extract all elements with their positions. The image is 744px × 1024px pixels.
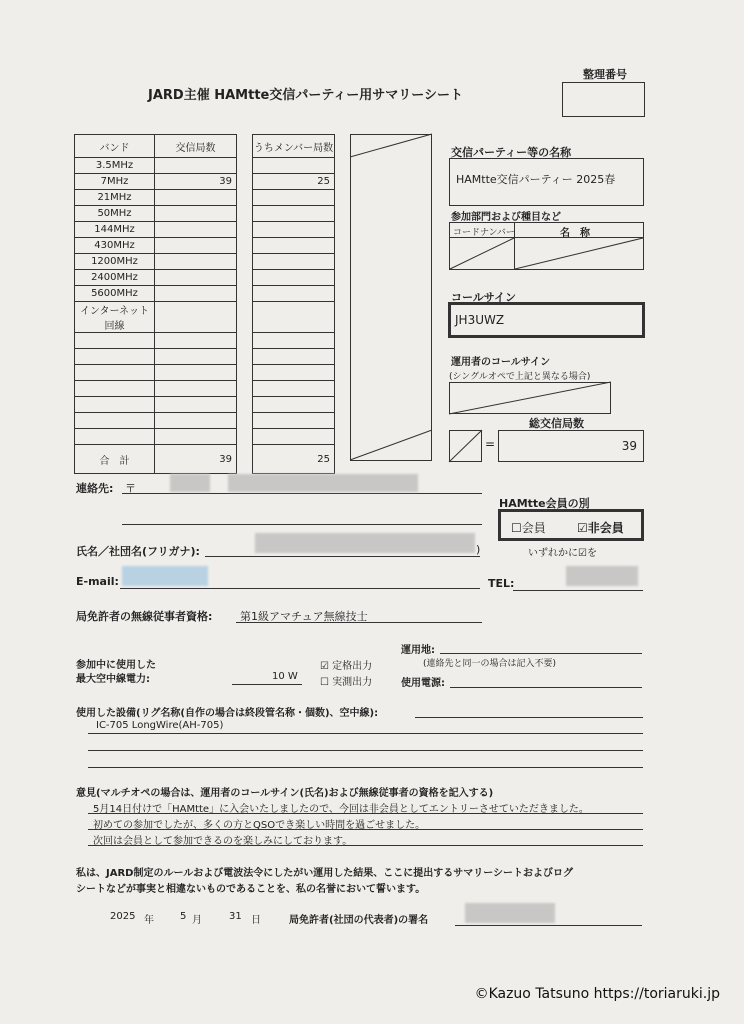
- total-small-diagonal: [449, 430, 482, 462]
- band-row: [75, 397, 335, 413]
- band-name-cell: [75, 365, 155, 381]
- category-name-label: 名 称: [560, 228, 590, 239]
- opinion-line-2: 初めての参加でしたが、多くの方とQSOでき楽しい時間を過ごせました。: [93, 820, 426, 831]
- band-name-cell: [75, 381, 155, 397]
- band-name-cell: 50MHz: [75, 206, 155, 222]
- tel-label: TEL:: [488, 577, 515, 590]
- member-box: [498, 509, 644, 541]
- contacts-cell: [155, 333, 237, 349]
- party-name-value: HAMtte交信パーティー 2025春: [456, 173, 616, 186]
- redacted-email: [122, 566, 208, 586]
- members-cell: [253, 333, 335, 349]
- signature-line: [455, 925, 642, 926]
- equipment-label: 使用した設備(リグ名称(自作の場合は終段管名称・個数)、空中線):: [76, 708, 379, 719]
- contacts-cell: [155, 286, 237, 302]
- band-row: [75, 238, 335, 254]
- band-row: [75, 254, 335, 270]
- band-name-cell: 1200MHz: [75, 254, 155, 270]
- address-line-2: [122, 524, 482, 525]
- band-name-cell: [75, 397, 155, 413]
- members-cell: [253, 158, 335, 174]
- members-cell: [253, 413, 335, 429]
- band-name-cell: 430MHz: [75, 238, 155, 254]
- header-band: バンド: [75, 135, 155, 158]
- redacted-signature: [465, 903, 555, 923]
- band-row: [75, 333, 335, 349]
- gap-cell: [237, 158, 253, 174]
- equipment-line-3: [88, 767, 643, 768]
- equipment-line-0: [415, 717, 643, 718]
- operator-diagonal: [449, 382, 611, 414]
- band-row: [75, 190, 335, 206]
- band-row: [75, 158, 335, 174]
- name-close: ): [476, 543, 481, 556]
- power-label-1: 参加中に使用した: [76, 660, 156, 671]
- form-title: JARD主催 HAMtte交信パーティー用サマリーシート: [148, 88, 464, 103]
- contacts-cell: [155, 254, 237, 270]
- email-label: E-mail:: [76, 575, 119, 588]
- members-cell: [253, 349, 335, 365]
- band-row: [75, 270, 335, 286]
- members-cell: [253, 206, 335, 222]
- band-name-cell: [75, 349, 155, 365]
- band-row: [75, 349, 335, 365]
- gap-cell: [237, 254, 253, 270]
- postal-mark: 〒: [125, 482, 136, 495]
- opinion-line-1: 5月14日付けで「HAMtte」に入会いたしましたので、今回は非会員としてエントリーさせていただきました。: [93, 804, 589, 815]
- contacts-cell: [155, 365, 237, 381]
- contacts-cell: [155, 349, 237, 365]
- operator-label: 運用者のコールサイン: [451, 357, 551, 368]
- redacted-address-2: [228, 474, 418, 492]
- power-value: 10 W: [272, 671, 298, 682]
- option-member: ☐会員: [511, 521, 546, 535]
- total-box: [498, 430, 644, 462]
- blank-column: [350, 134, 432, 461]
- opinion-label: 意見(マルチオペの場合は、運用者のコールサイン(氏名)および無線従事者の資格を記入する): [76, 788, 494, 799]
- contacts-cell: [155, 381, 237, 397]
- members-cell: [253, 270, 335, 286]
- opinion-rule-3: [88, 845, 643, 846]
- total-contacts-cell: 39: [155, 445, 237, 474]
- contacts-cell: 39: [155, 174, 237, 190]
- ref-no-box: [562, 82, 645, 117]
- header-gap: [237, 135, 253, 158]
- location-line: [440, 653, 642, 654]
- power-source-label: 使用電源:: [401, 678, 445, 689]
- band-row: [75, 222, 335, 238]
- gap-cell: [237, 397, 253, 413]
- total-members-cell: 25: [253, 445, 335, 474]
- sign-day: 31: [229, 911, 242, 922]
- sign-year: 2025: [110, 911, 136, 922]
- gap-cell: [237, 286, 253, 302]
- band-name-cell: 5600MHz: [75, 286, 155, 302]
- band-row: [75, 286, 335, 302]
- callsign-box: [448, 302, 645, 338]
- code-number-label: コードナンバー: [453, 228, 515, 238]
- equipment-line-2: [88, 750, 643, 751]
- band-header-row: [75, 135, 335, 158]
- power-source-line: [450, 687, 642, 688]
- band-name-cell: 3.5MHz: [75, 158, 155, 174]
- members-cell: [253, 254, 335, 270]
- contacts-cell: [155, 413, 237, 429]
- contacts-cell: [155, 302, 237, 333]
- category-diagonal: [515, 238, 643, 269]
- option-nonmember: ☑非会員: [577, 521, 624, 535]
- license-line: [236, 622, 482, 623]
- members-cell: [253, 302, 335, 333]
- gap-cell: [237, 365, 253, 381]
- header-members: うちメンバー局数: [253, 135, 335, 158]
- band-name-cell: 21MHz: [75, 190, 155, 206]
- band-total-row: [75, 445, 335, 474]
- party-name-box: [449, 158, 644, 206]
- band-name-cell: 7MHz: [75, 174, 155, 190]
- license-value: 第1級アマチュア無線技士: [240, 610, 368, 623]
- contacts-cell: [155, 222, 237, 238]
- gap-cell: [237, 270, 253, 286]
- total-label: 総交信局数: [529, 417, 584, 430]
- location-note: (連絡先と同一の場合は記入不要): [423, 659, 557, 669]
- callsign-label: コールサイン: [451, 291, 517, 304]
- header-contacts: 交信局数: [155, 135, 237, 158]
- gap-cell: [237, 174, 253, 190]
- members-cell: [253, 365, 335, 381]
- gap-cell: [237, 190, 253, 206]
- member-note: いずれかに☑を: [528, 548, 597, 559]
- gap-cell: [237, 206, 253, 222]
- gap-cell: [237, 349, 253, 365]
- party-name-label: 交信パーティー等の名称: [451, 146, 572, 159]
- band-name-cell: [75, 413, 155, 429]
- band-name-cell: [75, 333, 155, 349]
- band-row: [75, 174, 335, 190]
- band-row: [75, 413, 335, 429]
- code-diagonal: [450, 238, 514, 269]
- email-line: [120, 588, 480, 589]
- opinion-rule-1: [88, 813, 643, 814]
- gap-cell: [237, 381, 253, 397]
- members-cell: [253, 286, 335, 302]
- band-row: [75, 365, 335, 381]
- category-label: 参加部門および種目など: [451, 212, 561, 223]
- opinion-line-3: 次回は会員として参加できるのを楽しみにしております。: [93, 836, 353, 847]
- power-line: [232, 684, 302, 685]
- band-name-cell: [75, 429, 155, 445]
- total-value: 39: [621, 439, 637, 453]
- contacts-cell: [155, 270, 237, 286]
- address-line-1: [122, 493, 482, 494]
- total-equals: =: [485, 437, 496, 451]
- contacts-cell: [155, 190, 237, 206]
- members-cell: [253, 397, 335, 413]
- members-cell: [253, 381, 335, 397]
- contacts-cell: [155, 238, 237, 254]
- band-row: [75, 302, 335, 333]
- contacts-cell: [155, 397, 237, 413]
- sign-day-unit: 日: [251, 915, 261, 926]
- equipment-value: IC-705 LongWire(AH-705): [96, 720, 224, 731]
- gap-cell: [237, 238, 253, 254]
- power-label-2: 最大空中線電力:: [76, 674, 150, 685]
- redacted-tel: [566, 566, 638, 586]
- opinion-rule-2: [88, 829, 643, 830]
- band-name-cell: インターネット回線: [75, 302, 155, 333]
- contacts-cell: [155, 206, 237, 222]
- sign-year-unit: 年: [144, 915, 154, 926]
- name-label: 氏名／社団名(フリガナ):: [76, 545, 200, 558]
- sign-month: 5: [180, 911, 187, 922]
- address-label: 連絡先:: [76, 482, 114, 495]
- band-row: [75, 429, 335, 445]
- members-cell: 25: [253, 174, 335, 190]
- sign-month-unit: 月: [192, 915, 202, 926]
- member-label: HAMtte会員の別: [499, 497, 590, 510]
- gap-cell: [237, 333, 253, 349]
- members-cell: [253, 429, 335, 445]
- blank-column-diagonal-bottom: [350, 430, 432, 460]
- tel-line: [513, 590, 643, 591]
- redacted-address-1: [170, 474, 210, 492]
- category-box: [449, 222, 644, 270]
- rated-option: ☑ 定格出力: [320, 661, 373, 672]
- redacted-name: [255, 533, 475, 553]
- location-label: 運用地:: [401, 645, 435, 656]
- band-name-cell: 144MHz: [75, 222, 155, 238]
- declaration-line-1: 私は、JARD制定のルールおよび電波法令にしたがい運用した結果、ここに提出するサマリーシートおよびログ: [76, 868, 574, 879]
- equipment-line-1: [88, 733, 643, 734]
- name-line: [205, 556, 480, 557]
- members-cell: [253, 190, 335, 206]
- band-row: [75, 206, 335, 222]
- total-gap-cell: [237, 445, 253, 474]
- gap-cell: [237, 413, 253, 429]
- members-cell: [253, 238, 335, 254]
- band-row: [75, 381, 335, 397]
- signature-label: 局免許者(社団の代表者)の署名: [289, 915, 429, 926]
- measured-option: ☐ 実測出力: [320, 677, 373, 688]
- contacts-cell: [155, 158, 237, 174]
- band-grid: [74, 134, 335, 474]
- gap-cell: [237, 302, 253, 333]
- gap-cell: [237, 429, 253, 445]
- total-label-cell: 合 計: [75, 445, 155, 474]
- contacts-cell: [155, 429, 237, 445]
- gap-cell: [237, 222, 253, 238]
- license-label: 局免許者の無線従事者資格:: [76, 610, 213, 623]
- blank-column-diagonal-top: [350, 134, 432, 158]
- ref-no-label: 整理番号: [583, 68, 627, 81]
- operator-note: (シングルオペで上記と異なる場合): [449, 372, 591, 382]
- declaration-line-2: シートなどが事実と相違ないものであることを、私の名誉において誓います。: [76, 884, 426, 895]
- callsign-value: JH3UWZ: [455, 313, 505, 327]
- members-cell: [253, 222, 335, 238]
- band-name-cell: 2400MHz: [75, 270, 155, 286]
- copyright-footer: ©Kazuo Tatsuno https://toriaruki.jp: [474, 986, 720, 1002]
